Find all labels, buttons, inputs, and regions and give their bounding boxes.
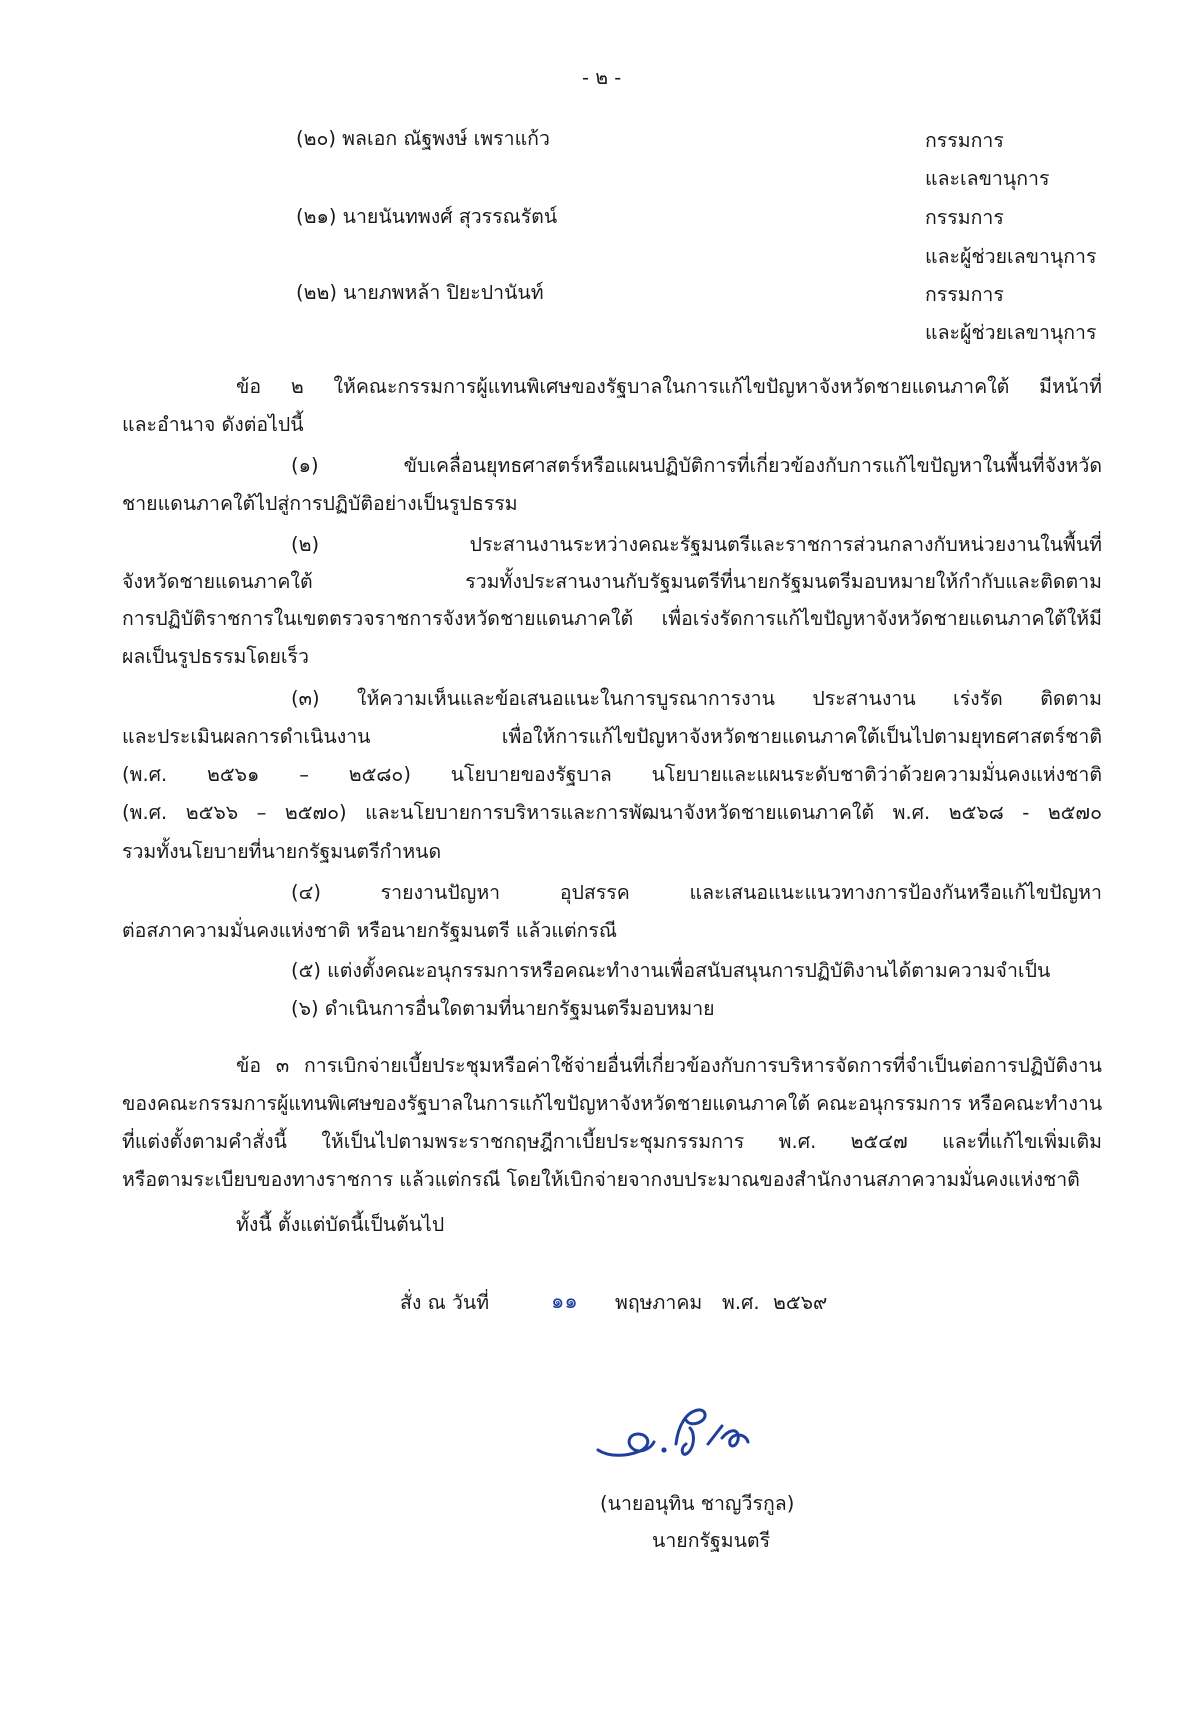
clause2-item1: (๑) ขับเคลื่อนยุทธศาสตร์หรือแผนปฏิบัติการที่เกี่ยวข้องกับการแก้ไขปัญหาในพื้นที่จังหวัด (291, 454, 1102, 477)
member-role: กรรมการ (925, 206, 1004, 229)
order-date-era: พ.ศ. (722, 1291, 760, 1314)
clause3-line: ข้อ ๓ การเบิกจ่ายเบี้ยประชุมหรือค่าใช้จ่ายอื่นที่เกี่ยวข้องกับการบริหารจัดการที่จำเป็นต่อการปฏิบัติงาน (236, 1054, 1102, 1077)
order-date-prefix: สั่ง ณ วันที่ (400, 1291, 490, 1314)
member-role: และผู้ช่วยเลขานุการ (925, 245, 1097, 268)
order-date-year: ๒๕๖๙ (773, 1291, 828, 1314)
member-role: กรรมการ (925, 129, 1004, 152)
signatory-name: (นายอนุทิน ชาญวีรกูล) (600, 1492, 795, 1515)
clause2-item2: การปฏิบัติราชการในเขตตรวจราชการจังหวัดชายแดนภาคใต้ เพื่อเร่งรัดการแก้ไขปัญหาจังหวัดชายแดนภาคใต้ให้มี (122, 607, 1102, 630)
clause2-line: ข้อ ๒ ให้คณะกรรมการผู้แทนพิเศษของรัฐบาลในการแก้ไขปัญหาจังหวัดชายแดนภาคใต้ มีหน้าที่ (236, 375, 1102, 398)
clause2-item3: และประเมินผลการดำเนินงาน เพื่อให้การแก้ไขปัญหาจังหวัดชายแดนภาคใต้เป็นไปตามยุทธศาสตร์ชาติ (122, 725, 1102, 748)
signatory-title: นายกรัฐมนตรี (652, 1529, 771, 1552)
clause2-item3: รวมทั้งนโยบายที่นายกรัฐมนตรีกำหนด (122, 840, 442, 863)
clause2-item3: (๓) ให้ความเห็นและข้อเสนอแนะในการบูรณาการงาน ประสานงาน เร่งรัด ติดตาม (291, 687, 1102, 710)
member-name: (๒๐) พลเอก ณัฐพงษ์ เพราแก้ว (296, 127, 550, 150)
clause2-item1: ชายแดนภาคใต้ไปสู่การปฏิบัติอย่างเป็นรูปธรรม (122, 492, 518, 515)
order-date-day: ๑๑ (551, 1289, 578, 1313)
clause2-item2: ผลเป็นรูปธรรมโดยเร็ว (122, 645, 309, 668)
member-name: (๒๒) นายภพหล้า ปิยะปานันท์ (296, 281, 544, 304)
clause3-line: หรือตามระเบียบของทางราชการ แล้วแต่กรณี โดยให้เบิกจ่ายจากงบประมาณของสำนักงานสภาความมั่นคงแห่งชาติ (122, 1168, 1080, 1191)
handwritten-signature (590, 1398, 790, 1478)
clause2-item3: (พ.ศ. ๒๕๖๑ – ๒๕๘๐) นโยบายของรัฐบาล นโยบายและแผนระดับชาติว่าด้วยความมั่นคงแห่งชาติ (122, 763, 1102, 786)
order-date-month: พฤษภาคม (615, 1291, 703, 1314)
effective-statement: ทั้งนี้ ตั้งแต่บัดนี้เป็นต้นไป (236, 1213, 445, 1236)
clause3-line: ที่แต่งตั้งตามคำสั่งนี้ ให้เป็นไปตามพระราชกฤษฎีกาเบี้ยประชุมกรรมการ พ.ศ. ๒๕๔๗ และที่แก้ไขเพิ่มเติม (122, 1130, 1102, 1153)
member-name: (๒๑) นายนันทพงศ์ สุวรรณรัตน์ (296, 205, 558, 228)
member-role: และเลขานุการ (925, 167, 1050, 190)
clause2-item6: (๖) ดำเนินการอื่นใดตามที่นายกรัฐมนตรีมอบหมาย (291, 997, 715, 1020)
clause2-item4: ต่อสภาความมั่นคงแห่งชาติ หรือนายกรัฐมนตรี แล้วแต่กรณี (122, 919, 617, 942)
clause2-item4: (๔) รายงานปัญหา อุปสรรค และเสนอแนะแนวทางการป้องกันหรือแก้ไขปัญหา (291, 881, 1102, 904)
member-role: และผู้ช่วยเลขานุการ (925, 321, 1097, 344)
clause2-item5: (๕) แต่งตั้งคณะอนุกรรมการหรือคณะทำงานเพื่อสนับสนุนการปฏิบัติงานได้ตามความจำเป็น (291, 959, 1051, 982)
clause2-item2: จังหวัดชายแดนภาคใต้ รวมทั้งประสานงานกับรัฐมนตรีที่นายกรัฐมนตรีมอบหมายให้กำกับและติดตาม (122, 570, 1102, 593)
page-number: - ๒ - (582, 66, 622, 89)
clause3-line: ของคณะกรรมการผู้แทนพิเศษของรัฐบาลในการแก้ไขปัญหาจังหวัดชายแดนภาคใต้ คณะอนุกรรมการ หรือคณะทำงาน (122, 1092, 1103, 1115)
member-role: กรรมการ (925, 283, 1004, 306)
clause2-item3: (พ.ศ. ๒๕๖๖ – ๒๕๗๐) และนโยบายการบริหารและการพัฒนาจังหวัดชายแดนภาคใต้ พ.ศ. ๒๕๖๘ - ๒๕๗๐ (122, 801, 1102, 824)
clause2-line: และอำนาจ ดังต่อไปนี้ (122, 413, 304, 436)
clause2-item2: (๒) ประสานงานระหว่างคณะรัฐมนตรีและราชการส่วนกลางกับหน่วยงานในพื้นที่ (291, 533, 1102, 556)
